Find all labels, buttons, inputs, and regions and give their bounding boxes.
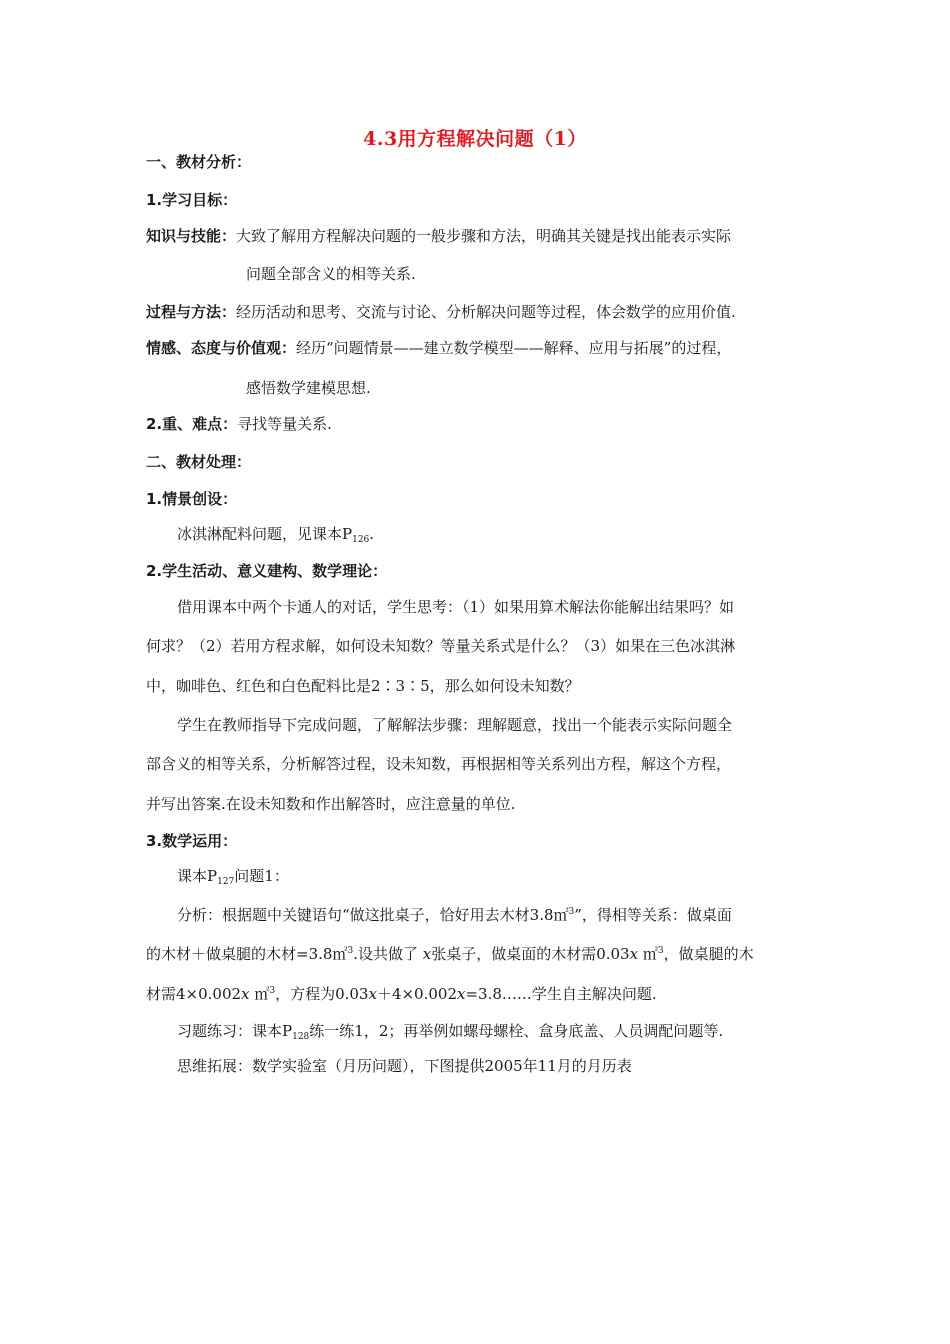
paragraph-2-line-1: 学生在教师指导下完成问题，了解解法步骤：理解题意，找出一个能表示实际问题全 — [177, 716, 733, 734]
variable-x: x — [422, 945, 432, 963]
analysis-line-2: 的木材＋做桌腿的木材=3.8㎡$^3$.设共做了 x张桌子，做桌面的木材需0.03x ㎡$^3$，做桌腿的木 — [146, 945, 754, 963]
page-subscript: 128 — [292, 1032, 310, 1042]
process-method-label: 过程与方法： — [146, 303, 237, 321]
analysis-line-1: 分析：根据题中关键语句“做这批桌子，恰好用去木材3.8㎡$^3$”，得相等关系：做桌面 — [177, 906, 732, 924]
paragraph-2-line-3: 并写出答案.在设未知数和作出解答时，应注意量的单位. — [146, 795, 516, 813]
paragraph-1-line-3: 中，咖啡色、红色和白色配料比是2∶3∶5，那么如何设未知数？ — [146, 677, 580, 695]
knowledge-skills-line — [146, 226, 731, 246]
variable-x: x — [457, 985, 466, 1003]
subheading-learning-goals: 1.学习目标： — [146, 191, 238, 209]
knowledge-skills-text: 大致了解用方程解决问题的一般步骤和方法，明确其关键是找出能表示实际 — [236, 227, 732, 245]
emotion-values-label: 情感、态度与价值观： — [146, 339, 297, 357]
paragraph-2-line-2: 部含义的相等关系，分析解答过程，设未知数，再根据相等关系列出方程，解这个方程， — [146, 755, 732, 773]
variable-x: x — [629, 945, 639, 963]
emotion-values-text: 经历“问题情景——建立数学模型——解释、应用与拓展”的过程， — [296, 339, 732, 357]
key-difficulty-line — [146, 414, 332, 434]
emotion-values-text-cont: 感悟数学建模思想. — [246, 379, 371, 397]
section-heading-2: 二、教材处理： — [146, 453, 252, 471]
emotion-values-line — [146, 338, 731, 358]
subheading-activities: 2.学生活动、意义建构、数学理论： — [146, 562, 388, 580]
subheading-scenario: 1.情景创设： — [146, 490, 238, 508]
section-heading-1: 一、教材分析： — [146, 153, 252, 171]
scenario-text: 冰淇淋配料问题，见课本$P_{126}$. — [177, 525, 375, 545]
example-line: 课本$P_{127}$问题1： — [177, 867, 289, 887]
variable-x: x — [241, 985, 250, 1003]
paragraph-1-line-1: 借用课本中两个卡通人的对话，学生思考：（1）如果用算术解法你能解出结果吗？如 — [177, 598, 735, 616]
variable-x: x — [368, 985, 377, 1003]
knowledge-skills-label: 知识与技能： — [146, 227, 237, 245]
knowledge-skills-text-cont: 问题全部含义的相等关系. — [246, 265, 416, 283]
process-method-line — [146, 302, 736, 322]
document-title: 4.3用方程解决问题（1） — [363, 128, 587, 150]
page-subscript: 126 — [352, 535, 370, 545]
subheading-application: 3.数学运用： — [146, 832, 238, 850]
paragraph-1-line-2: 何求？（2）若用方程求解，如何设未知数？等量关系式是什么？（3）如果在三色冰淇淋 — [146, 637, 736, 655]
analysis-line-3: 材需4×0.002x ㎡$^3$，方程为0.03x＋4×0.002x=3.8……学生自主解决问题. — [146, 985, 657, 1003]
key-difficulty-text: 寻找等量关系. — [237, 415, 332, 433]
process-method-text: 经历活动和思考、交流与讨论、分析解决问题等过程，体会数学的应用价值. — [236, 303, 736, 321]
key-difficulty-label: 2.重、难点： — [146, 415, 238, 433]
practice-line: 习题练习：课本$P_{128}$练一练1，2；再举例如螺母螺栓、盒身底盖、人员调配问题等. — [177, 1022, 724, 1042]
page-subscript: 127 — [217, 877, 235, 887]
thinking-extension-line: 思维拓展：数学实验室（月历问题），下图提供2005年11月的月历表 — [177, 1057, 632, 1075]
